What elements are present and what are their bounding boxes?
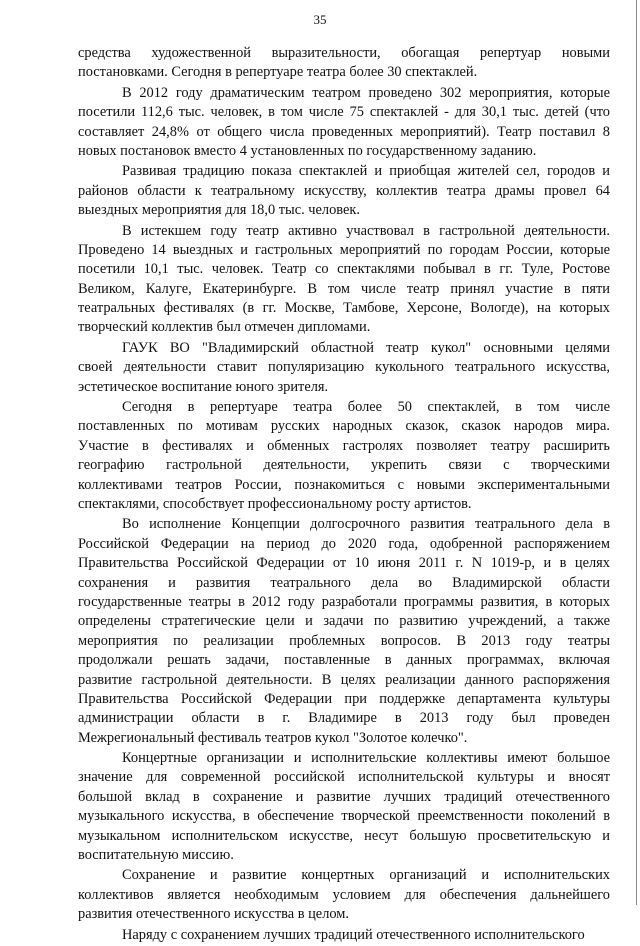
text-line: коллективами театров России, познакомиться с новыми экспериментальными (78, 476, 610, 493)
text-line: Развивая традицию показа спектаклей и приобщая жителей сел, городов и (122, 163, 610, 180)
text-line: составляет 24,8% от общего числа проведенных мероприятий). Театр поставил 8 (78, 123, 610, 140)
text-line: В 2012 году драматическим театром проведено 302 мероприятия, которые (122, 84, 610, 101)
paragraph (78, 398, 610, 514)
paragraph (78, 866, 610, 924)
text-line: средства художественной выразительности, обогащая репертуар новыми (78, 45, 610, 61)
text-line: постановками. Сегодня в репертуаре театра более 30 спектаклей. (78, 64, 478, 81)
text-line: государственные театры в 2012 году разработали программы развития, в которых (78, 593, 610, 610)
text-line: спектаклями, способствует профессиональному росту артистов. (78, 495, 472, 512)
text-line: географию гастрольной деятельности, укрепить связи с творческими (78, 457, 610, 474)
text-line: музыкальном исполнительском искусстве, несут большую просветительскую и (78, 827, 610, 844)
paragraph (78, 339, 610, 397)
text-line: В истекшем году театр активно участвовал в гастрольной деятельности. (122, 222, 610, 239)
text-line: большой вклад в сохранение и развитие лучших традиций отечественного (78, 788, 610, 805)
text-line: Межрегиональный фестиваль театров кукол "Золотое колечко". (78, 729, 468, 746)
paragraph (78, 749, 610, 865)
text-line: Проведено 14 выездных и гастрольных мероприятий по городам России, которые (78, 241, 610, 258)
text-line: воспитательную миссию. (78, 847, 234, 864)
text-line: музыкального искусства, в обеспечение творческой преемственности поколений в (78, 808, 610, 825)
paragraph (78, 84, 610, 162)
text-line: новых постановок вместо 4 установленных по государственному заданию. (78, 142, 537, 159)
text-line: театральных фестивалях (в гг. Москве, Тамбове, Херсоне, Вологде), на которых (78, 300, 610, 317)
text-line: развитие гастрольной деятельности. В целях реализации данного распоряжения (78, 671, 610, 688)
text-line: эстетическое воспитание юного зрителя. (78, 378, 329, 395)
text-line: Концертные организации и исполнительские коллективы имеют большое (122, 750, 610, 767)
text-line: значение для современной российской исполнительской культуры и вносят (78, 769, 610, 786)
text-line: Во исполнение Концепции долгосрочного развития театрального дела в (122, 516, 610, 533)
paragraph (78, 222, 610, 338)
paragraph (78, 44, 610, 83)
document-body (78, 44, 610, 946)
text-line: ГАУК ВО "Владимирский областной театр кукол" основными целями (122, 339, 610, 356)
text-line: администрации области в г. Владимире в 2013 году был проведен (78, 710, 610, 727)
text-line: Великом, Калуге, Екатеринбурге. В том числе театр принял участие в пяти (78, 280, 610, 297)
text-line: посетили 112,6 тыс. человек, в том числе 75 спектаклей - для 30,1 тыс. детей (что (78, 104, 610, 121)
text-line: определены стратегические цели и задачи по развитию учреждений, а также (78, 613, 610, 630)
text-line: Правительства Российской Федерации при поддержке департамента культуры (78, 690, 610, 707)
text-line: Правительства Российской Федерации от 10 июня 2011 г. N 1019-р, и в целях (78, 555, 610, 572)
text-line: коллективов является необходимым условием для обеспечения дальнейшего (78, 886, 610, 903)
text-line: Участие в фестивалях и обменных гастролях позволяет театру расширить (78, 437, 610, 454)
text-line: продолжали решать задачи, поставленные в данных программах, включая (78, 652, 610, 669)
text-line: районов области к театральному искусству, коллектив театра драмы провел 64 (78, 182, 610, 199)
text-line: посетили 10,1 тыс. человек. Театр со спектаклями побывал в гг. Туле, Ростове (78, 261, 610, 278)
text-line: развития отечественного искусства в целом. (78, 906, 349, 923)
text-line: творческий коллектив был отмечен дипломами. (78, 319, 371, 336)
scan-edge-line (636, 0, 637, 905)
text-line: сохранения и развития театрального дела во Владимирской области (78, 574, 610, 591)
text-line: Наряду с сохранением лучших традиций отечественного исполнительского (122, 926, 585, 943)
text-line: Сохранение и развитие концертных организаций и исполнительских (122, 867, 610, 884)
paragraph (78, 926, 610, 945)
text-line: Сегодня в репертуаре театра более 50 спектаклей, в том числе (122, 399, 610, 416)
text-line: поставленных по мотивам русских народных сказок, сказок народов мира. (78, 418, 610, 435)
text-line: Российской Федерации на период до 2020 года, одобренной распоряжением (78, 535, 610, 552)
text-line: своей деятельности ставит популяризацию кукольного театрального искусства, (78, 359, 610, 376)
page-number: 35 (313, 12, 327, 27)
paragraph (78, 162, 610, 220)
text-line: мероприятия по реализации проблемных вопросов. В 2013 году театры (78, 632, 610, 649)
paragraph (78, 515, 610, 748)
text-line: выездных мероприятия для 18,0 тыс. человек. (78, 202, 360, 219)
